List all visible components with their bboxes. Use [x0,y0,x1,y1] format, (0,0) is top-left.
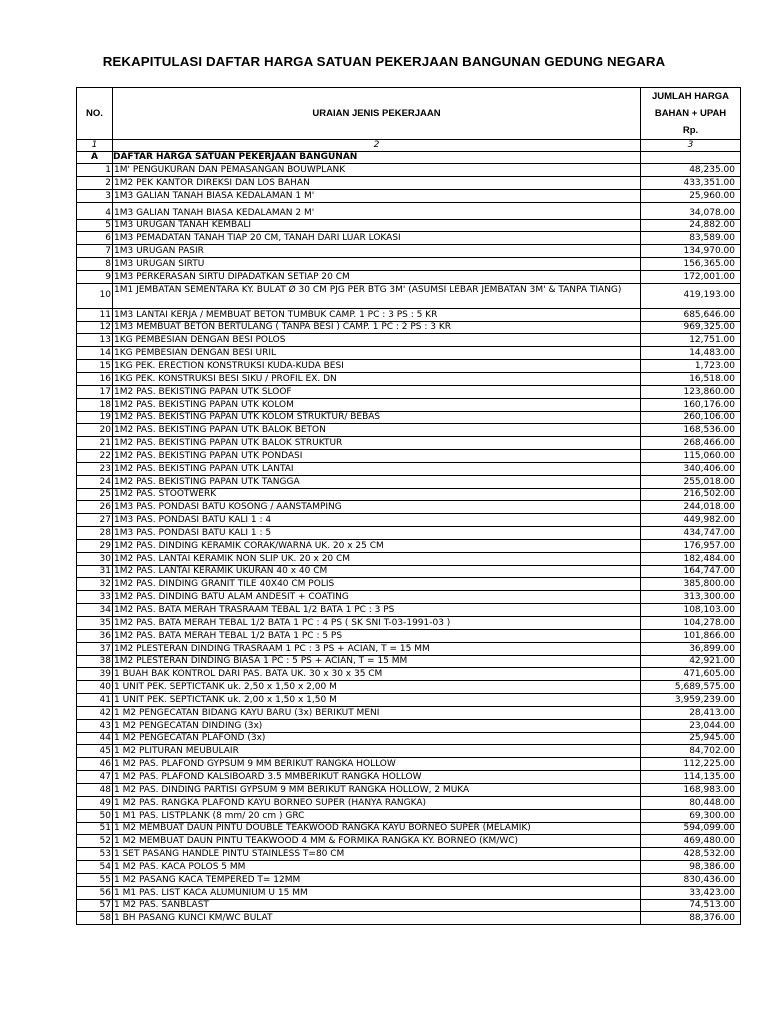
row-number: 36 [77,629,113,642]
header-jumlah [641,88,741,140]
row-number: 27 [77,514,113,527]
row-description: 1 UNIT PEK. SEPTICTANK uk. 2,00 x 1,50 x 1,50 M [113,694,641,707]
table-row [77,411,741,424]
table-row [77,719,741,732]
row-price: 98,386.00 [641,861,741,874]
table-row [77,164,741,177]
table-row [77,591,741,604]
row-price: 84,702.00 [641,745,741,758]
header-jumlah-line3: Rp. [682,125,699,136]
row-number: 38 [77,655,113,668]
row-price: 101,866.00 [641,629,741,642]
row-description: 1 M2 PAS. SANBLAST [113,899,641,912]
row-description: 1M2 PAS. BATA MERAH TEBAL 1/2 BATA 1 PC : 4 PS ( SK SNI T-03-1991-03 ) [113,617,641,630]
table-row [77,270,741,283]
row-number: 29 [77,539,113,552]
row-number: 52 [77,835,113,848]
table-row [77,232,741,245]
table-row [77,822,741,835]
table-row [77,668,741,681]
row-description: 1 M2 PAS. PLAFOND KALSIBOARD 3.5 MMBERIKUT RANGKA HOLLOW [113,771,641,784]
row-price: 36,899.00 [641,642,741,655]
row-price: 244,018.00 [641,501,741,514]
row-description: 1 SET PASANG HANDLE PINTU STAINLESS T=80 CM [113,848,641,861]
row-number: 2 [77,176,113,189]
row-number: 48 [77,783,113,796]
table-row [77,189,741,202]
row-number: 41 [77,694,113,707]
table-row [77,308,741,321]
row-price: 112,225.00 [641,758,741,771]
table-row [77,360,741,373]
row-price: 340,406.00 [641,462,741,475]
table-row [77,283,741,308]
row-description: 1M2 PAS. BEKISTING PAPAN UTK TANGGA [113,475,641,488]
row-number: 8 [77,258,113,271]
row-description: 1 UNIT PEK. SEPTICTANK uk. 2,50 x 1,50 x 2,00 M [113,681,641,694]
row-number: 43 [77,719,113,732]
row-number: 57 [77,899,113,912]
table-row [77,334,741,347]
header-no: NO. [77,88,113,140]
row-price: 160,176.00 [641,398,741,411]
page-title: REKAPITULASI DAFTAR HARGA SATUAN PEKERJAAN BANGUNAN GEDUNG NEGARA [102,54,666,69]
table-row [77,629,741,642]
row-description: 1M3 LANTAI KERJA / MEMBUAT BETON TUMBUK CAMP. 1 PC : 3 PS : 5 KR [113,308,641,321]
row-number: 32 [77,578,113,591]
table-row [77,655,741,668]
row-price: 69,300.00 [641,809,741,822]
row-number: 47 [77,771,113,784]
table-row [77,372,741,385]
row-description: 1M2 PAS. BEKISTING PAPAN UTK KOLOM STRUKTUR/ BEBAS [113,411,641,424]
table-row [77,450,741,463]
row-description: 1M3 PAS. PONDASI BATU KALI 1 : 4 [113,514,641,527]
row-description: 1M3 MEMBUAT BETON BERTULANG ( TANPA BESI ) CAMP. 1 PC : 2 PS : 3 KR [113,321,641,334]
row-price: 313,300.00 [641,591,741,604]
row-price: 104,278.00 [641,617,741,630]
row-price: 108,103.00 [641,604,741,617]
row-number: 22 [77,450,113,463]
row-price: 164,747.00 [641,565,741,578]
row-description: 1KG PEK. ERECTION KONSTRUKSI KUDA-KUDA BESI [113,360,641,373]
row-description: 1 M2 PLITURAN MEUBULAIR [113,745,641,758]
row-price: 168,983.00 [641,783,741,796]
row-number: 23 [77,462,113,475]
row-number: 9 [77,270,113,283]
section-code: A [77,152,113,164]
row-description: 1M2 PAS. BATA MERAH TRASRAAM TEBAL 1/2 BATA 1 PC : 3 PS [113,604,641,617]
row-description: 1M3 URUGAN TANAH KEMBALI [113,219,641,232]
table-row [77,604,741,617]
row-price: 134,970.00 [641,245,741,258]
table-row [77,527,741,540]
price-table [76,87,741,925]
row-number: 3 [77,189,113,202]
table-row [77,642,741,655]
row-price: 268,466.00 [641,437,741,450]
row-description: 1 BUAH BAK KONTROL DARI PAS. BATA UK. 30 x 30 x 35 CM [113,668,641,681]
table-row [77,745,741,758]
row-price: 156,365.00 [641,258,741,271]
table-row [77,732,741,745]
table-row [77,873,741,886]
row-description: 1M1 JEMBATAN SEMENTARA KY. BULAT Ø 30 CM PJG PER BTG 3M' (ASUMSI LEBAR JEMBATAN 3M' & TANPA TIANG) [113,283,641,308]
column-number: 2 [113,140,641,152]
table-row [77,771,741,784]
row-price: 1,723.00 [641,360,741,373]
row-price: 5,689,575.00 [641,681,741,694]
row-price: 42,921.00 [641,655,741,668]
row-price: 16,518.00 [641,372,741,385]
row-description: 1M2 PAS. LANTAI KERAMIK NON SLIP UK. 20 x 20 CM [113,552,641,565]
row-price: 176,957.00 [641,539,741,552]
row-price: 48,235.00 [641,164,741,177]
table-row [77,398,741,411]
row-number: 51 [77,822,113,835]
row-price: 123,860.00 [641,385,741,398]
row-number: 34 [77,604,113,617]
row-description: 1M2 PAS. BEKISTING PAPAN UTK BALOK BETON [113,424,641,437]
row-description: 1 M2 PENGECATAN DINDING (3x) [113,719,641,732]
row-number: 16 [77,372,113,385]
table-row [77,848,741,861]
row-number: 14 [77,347,113,360]
row-number: 42 [77,706,113,719]
row-number: 11 [77,308,113,321]
row-description: 1M2 PAS. DINDING GRANIT TILE 40X40 CM POLIS [113,578,641,591]
row-number: 12 [77,321,113,334]
row-price: 182,484.00 [641,552,741,565]
section-price-empty [641,152,741,164]
row-number: 58 [77,912,113,925]
table-row [77,514,741,527]
row-price: 168,536.00 [641,424,741,437]
row-description: 1 M2 PAS. DINDING PARTISI GYPSUM 9 MM BERIKUT RANGKA HOLLOW, 2 MUKA [113,783,641,796]
table-row [77,912,741,925]
row-price: 419,193.00 [641,283,741,308]
row-number: 31 [77,565,113,578]
row-number: 33 [77,591,113,604]
table-row [77,758,741,771]
row-number: 15 [77,360,113,373]
table-row [77,202,741,219]
row-description: 1M2 PAS. LANTAI KERAMIK UKURAN 40 x 40 CM [113,565,641,578]
row-description: 1M3 URUGAN SIRTU [113,258,641,271]
row-price: 434,747.00 [641,527,741,540]
row-description: 1M2 PAS. BEKISTING PAPAN UTK KOLOM [113,398,641,411]
row-price: 74,513.00 [641,899,741,912]
table-header [77,88,741,140]
row-price: 115,060.00 [641,450,741,463]
row-description: 1 M2 PAS. PLAFOND GYPSUM 9 MM BERIKUT RANGKA HOLLOW [113,758,641,771]
row-description: 1M3 GALIAN TANAH BIASA KEDALAMAN 2 M' [113,202,641,219]
row-number: 10 [77,283,113,308]
row-price: 469,480.00 [641,835,741,848]
row-description: 1 M1 PAS. LISTPLANK (8 mm/ 20 cm ) GRC [113,809,641,822]
table-row [77,578,741,591]
row-price: 594,099.00 [641,822,741,835]
column-number: 3 [641,140,741,152]
row-number: 55 [77,873,113,886]
row-description: 1M' PENGUKURAN DAN PEMASANGAN BOUWPLANK [113,164,641,177]
row-number: 44 [77,732,113,745]
table-row [77,321,741,334]
row-description: 1M3 PERKERASAN SIRTU DIPADATKAN SETIAP 20 CM [113,270,641,283]
row-description: 1KG PEMBESIAN DENGAN BESI POLOS [113,334,641,347]
table-row [77,694,741,707]
table-row [77,783,741,796]
row-description: 1KG PEK. KONSTRUKSI BESI SIKU / PROFIL EX. DN [113,372,641,385]
row-number: 45 [77,745,113,758]
table-row [77,835,741,848]
table-row [77,899,741,912]
row-number: 46 [77,758,113,771]
row-description: 1M2 PEK KANTOR DIREKSI DAN LOS BAHAN [113,176,641,189]
row-description: 1 M2 PENGECATAN BIDANG KAYU BARU (3x) BERIKUT MENI [113,706,641,719]
row-number: 56 [77,886,113,899]
row-price: 260,106.00 [641,411,741,424]
row-price: 34,078.00 [641,202,741,219]
row-price: 25,945.00 [641,732,741,745]
row-description: 1M2 PAS. STOOTWERK [113,488,641,501]
row-price: 25,960.00 [641,189,741,202]
row-number: 5 [77,219,113,232]
table-row [77,796,741,809]
header-jumlah-line1: JUMLAH HARGA [651,91,730,102]
row-number: 17 [77,385,113,398]
row-description: 1KG PEMBESIAN DENGAN BESI URIL [113,347,641,360]
row-number: 24 [77,475,113,488]
row-number: 18 [77,398,113,411]
table-row [77,539,741,552]
table-row [77,437,741,450]
row-description: 1 M2 PENGECATAN PLAFOND (3x) [113,732,641,745]
section-label: DAFTAR HARGA SATUAN PEKERJAAN BANGUNAN [113,152,641,164]
row-price: 23,044.00 [641,719,741,732]
row-number: 28 [77,527,113,540]
row-number: 49 [77,796,113,809]
table-row [77,475,741,488]
section-row [77,152,741,164]
row-number: 30 [77,552,113,565]
row-description: 1M2 PLESTERAN DINDING BIASA 1 PC : 5 PS + ACIAN, T = 15 MM [113,655,641,668]
row-number: 7 [77,245,113,258]
row-price: 33,423.00 [641,886,741,899]
table-row [77,565,741,578]
row-price: 449,982.00 [641,514,741,527]
row-price: 12,751.00 [641,334,741,347]
header-jumlah-line2: BAHAN + UPAH [654,108,727,119]
row-price: 830,436.00 [641,873,741,886]
row-description: 1M2 PAS. BATA MERAH TEBAL 1/2 BATA 1 PC : 5 PS [113,629,641,642]
row-number: 53 [77,848,113,861]
table-row [77,501,741,514]
row-description: 1M3 PEMADATAN TANAH TIAP 20 CM, TANAH DARI LUAR LOKASI [113,232,641,245]
row-number: 13 [77,334,113,347]
table-row [77,861,741,874]
row-number: 6 [77,232,113,245]
row-price: 969,325.00 [641,321,741,334]
row-description: 1 BH PASANG KUNCI KM/WC BULAT [113,912,641,925]
table-row [77,424,741,437]
row-description: 1M2 PAS. BEKISTING PAPAN UTK LANTAI [113,462,641,475]
column-number: 1 [77,140,113,152]
table-row [77,706,741,719]
table-row [77,617,741,630]
row-price: 80,448.00 [641,796,741,809]
row-description: 1 M2 PAS. KACA POLOS 5 MM [113,861,641,874]
row-number: 21 [77,437,113,450]
row-description: 1M2 PAS. BEKISTING PAPAN UTK BALOK STRUKTUR [113,437,641,450]
row-number: 20 [77,424,113,437]
row-description: 1M2 PAS. DINDING BATU ALAM ANDESIT + COATING [113,591,641,604]
row-number: 50 [77,809,113,822]
header-uraian: URAIAN JENIS PEKERJAAN [113,88,641,140]
row-number: 39 [77,668,113,681]
row-number: 40 [77,681,113,694]
row-number: 25 [77,488,113,501]
row-price: 385,800.00 [641,578,741,591]
row-price: 428,532.00 [641,848,741,861]
row-description: 1 M2 PASANG KACA TEMPERED T= 12MM [113,873,641,886]
table-row [77,552,741,565]
row-number: 54 [77,861,113,874]
table-row [77,488,741,501]
row-number: 4 [77,202,113,219]
row-price: 114,135.00 [641,771,741,784]
row-price: 14,483.00 [641,347,741,360]
row-description: 1M3 PAS. PONDASI BATU KOSONG / AANSTAMPING [113,501,641,514]
row-price: 433,351.00 [641,176,741,189]
row-price: 88,376.00 [641,912,741,925]
row-price: 24,882.00 [641,219,741,232]
column-number-row [77,140,741,152]
row-description: 1M2 PAS. DINDING KERAMIK CORAK/WARNA UK. 20 x 25 CM [113,539,641,552]
table-row [77,219,741,232]
table-row [77,681,741,694]
row-price: 28,413.00 [641,706,741,719]
table-row [77,385,741,398]
row-description: 1M3 URUGAN PASIR [113,245,641,258]
row-price: 3,959,239.00 [641,694,741,707]
row-description: 1 M2 MEMBUAT DAUN PINTU TEAKWOOD 4 MM & FORMIKA RANGKA KY. BORNEO (KM/WC) [113,835,641,848]
row-price: 83,589.00 [641,232,741,245]
table-row [77,886,741,899]
row-description: 1 M1 PAS. LIST KACA ALUMUNIUM U 15 MM [113,886,641,899]
row-description: 1 M2 PAS. RANGKA PLAFOND KAYU BORNEO SUPER (HANYA RANGKA) [113,796,641,809]
row-number: 26 [77,501,113,514]
row-price: 216,502.00 [641,488,741,501]
table-row [77,462,741,475]
row-number: 37 [77,642,113,655]
row-number: 19 [77,411,113,424]
row-description: 1 M2 MEMBUAT DAUN PINTU DOUBLE TEAKWOOD RANGKA KAYU BORNEO SUPER (MELAMIK) [113,822,641,835]
row-description: 1M3 PAS. PONDASI BATU KALI 1 : 5 [113,527,641,540]
row-description: 1M2 PLESTERAN DINDING TRASRAAM 1 PC : 3 PS + ACIAN, T = 15 MM [113,642,641,655]
row-description: 1M3 GALIAN TANAH BIASA KEDALAMAN 1 M' [113,189,641,202]
table-row [77,347,741,360]
row-price: 685,646.00 [641,308,741,321]
row-description: 1M2 PAS. BEKISTING PAPAN UTK SLOOF [113,385,641,398]
table-row [77,176,741,189]
table-row [77,245,741,258]
table-row [77,258,741,271]
row-description: 1M2 PAS. BEKISTING PAPAN UTK PONDASI [113,450,641,463]
row-number: 1 [77,164,113,177]
table-row [77,809,741,822]
row-number: 35 [77,617,113,630]
row-price: 255,018.00 [641,475,741,488]
row-price: 172,001.00 [641,270,741,283]
row-price: 471,605.00 [641,668,741,681]
